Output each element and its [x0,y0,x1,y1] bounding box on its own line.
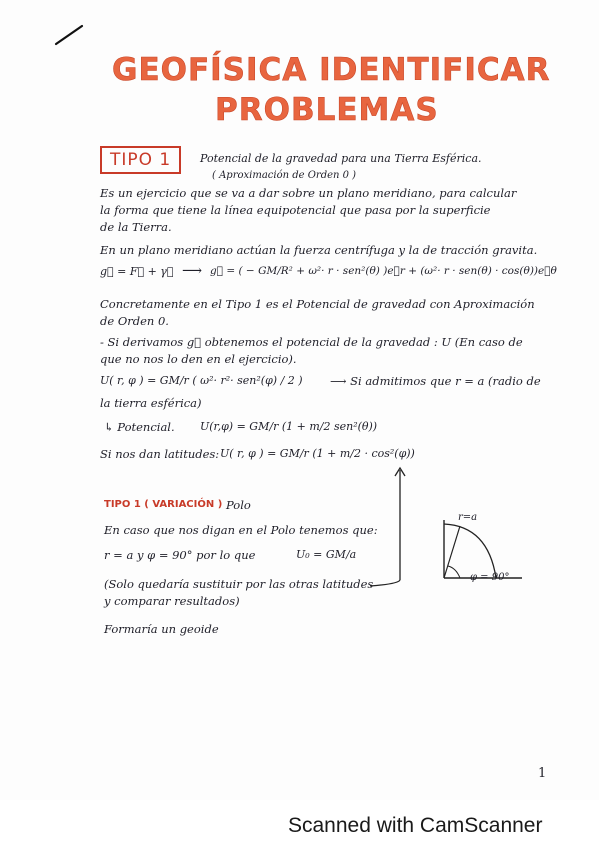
tipo1-heading: Potencial de la gravedad para una Tierra Esférica. [200,152,482,165]
equation-U-note: ⟶ Si admitimos que r = a (radio de [330,374,541,388]
polo-line-3: (Solo quedaría sustituir por las otras latitudes [104,577,374,591]
latitudes-label: Si nos dan latitudes: [100,447,220,461]
polo-equation-U0: U₀ = GM/a [296,548,357,561]
tipo1-label: TIPO 1 [100,146,181,174]
potencial-label: ↳ Potencial. [104,420,175,434]
polo-line-1: En caso que nos digan en el Polo tenemos que: [104,523,378,537]
equation-potencial: U(r,φ) = GM/r (1 + m/2 sen²(θ)) [200,420,378,433]
variation-heading-suffix: Polo [226,498,251,512]
intro-line-2: la forma que tiene la línea equipotencial que pasa por la superficie [100,203,491,217]
title-line-2: PROBLEMAS [215,92,439,128]
page-number: 1 [538,766,547,781]
derive-line-1: - Si derivamos g⃗ obtenemos el potencial de la gravedad : U (En caso de [100,335,523,349]
intro-line-1: Es un ejercicio que se va a dar sobre un plano meridiano, para calcular [100,186,517,200]
equation-latitudes: U( r, φ ) = GM/r (1 + m/2 · cos²(φ)) [220,447,415,460]
equation-arrow: ⟶ [182,263,203,279]
equation-g-expanded: g⃗ = ( − GM/R² + ω²· r · sen²(θ) )e⃗r + (ω²· r · sen(θ) · cos(θ))e⃗θ [210,265,557,277]
polo-line-5: Formaría un geoide [104,622,219,636]
concrete-line-2: de Orden 0. [100,314,169,328]
diagram-r-label: r=a [458,512,478,523]
polo-line-2: r = a y φ = 90° por lo que [104,548,256,562]
title-line-1: GEOFÍSICA IDENTIFICAR [112,52,551,88]
scanner-watermark: Scanned with CamScanner [288,814,543,837]
forces-line: En un plano meridiano actúan la fuerza centrífuga y la de tracción gravita. [100,243,538,257]
variation-heading: TIPO 1 ( VARIACIÓN ) [104,499,223,510]
equation-g: g⃗ = F⃗ + γ⃗ [100,265,174,278]
equation-U: U( r, φ ) = GM/r ( ω²· r²· sen²(φ) / 2 ) [100,374,303,387]
equation-U-note-2: la tierra esférica) [100,396,202,410]
pen-stroke-mark [52,22,86,48]
diagram-phi-label: φ = 90° [470,572,510,583]
tipo1-subheading: ( Aproximación de Orden 0 ) [212,170,357,181]
derive-line-2: que no nos lo den en el ejercicio). [100,352,297,366]
intro-line-3: de la Tierra. [100,220,172,234]
connector-arrow [340,462,420,592]
polo-line-4: y comparar resultados) [104,594,240,608]
concrete-line-1: Concretamente en el Tipo 1 es el Potencial de gravedad con Aproximación [100,297,535,311]
